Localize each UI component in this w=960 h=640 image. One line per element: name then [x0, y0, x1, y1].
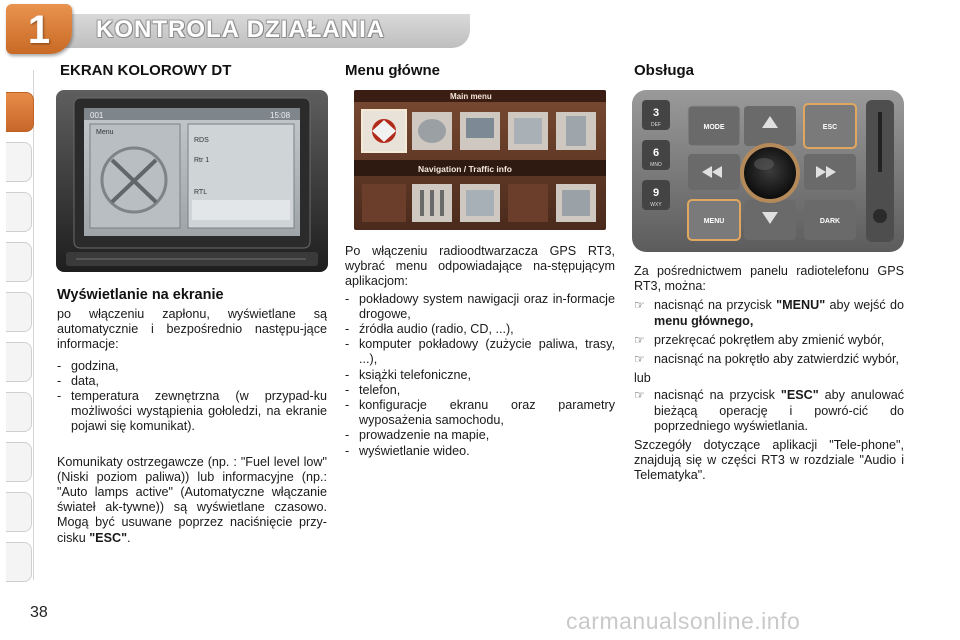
control-panel-image [632, 90, 904, 252]
svg-text:Main menu: Main menu [450, 92, 492, 101]
list-item: - komputer pokładowy (zużycie paliwa, trasy, ...), [345, 337, 615, 367]
list-item: - konfiguracje ekranu oraz parametry wyposażenia samochodu, [345, 398, 615, 428]
watermark: carmanualsonline.info [566, 608, 801, 634]
col2-intro: Po włączeniu radioodtwarzacza GPS RT3, wybrać menu odpowiadające na-stępującym aplikacjom: [345, 244, 615, 289]
list-item: - data, [57, 373, 100, 388]
list-item: ☞ nacisnąć na przycisk "MENU" aby wejść do menu głównego, [634, 298, 904, 328]
col1-subheading: Wyświetlanie na ekranie [57, 287, 224, 303]
svg-text:MODE: MODE [703, 124, 725, 131]
svg-text:MENU: MENU [703, 218, 725, 225]
col3-paragraph-details: Szczegóły dotyczące aplikacji "Tele-phone", znajdują się w części RT3 w rozdziale "Audio i Telematyka". [634, 438, 904, 483]
svg-text:001: 001 [90, 111, 104, 120]
list-item: - pokładowy system nawigacji oraz in-formacje drogowe, [345, 291, 615, 321]
chapter-side-tabs [0, 70, 34, 580]
svg-text:Rtr 1: Rtr 1 [194, 157, 210, 164]
svg-text:6: 6 [652, 147, 660, 159]
col3-steps-list-2 [634, 388, 904, 434]
svg-text:RTL: RTL [194, 189, 208, 196]
col1-body [57, 307, 327, 552]
list-item: - temperatura zewnętrzna (w przypad-ku możliwości wystąpienia gołoledzi, na ekranie pojawi się komunikat). [57, 389, 327, 434]
list-item: ☞ przekręcać pokrętłem aby zmienić wybór, [634, 332, 885, 347]
svg-text:MNO: MNO [650, 162, 662, 168]
color-screen-image [56, 90, 328, 272]
main-menu-image [354, 90, 606, 230]
pointing-hand-icon: ☞ [634, 388, 645, 403]
col3-heading: Obsługa [634, 62, 695, 79]
display-screen-icon [56, 90, 328, 272]
list-item: - prowadzenie na mapie, [345, 428, 490, 443]
side-tab-1-active[interactable] [6, 92, 34, 132]
svg-text:RDS: RDS [194, 137, 209, 144]
svg-text:15:08: 15:08 [270, 111, 291, 120]
svg-text:Navigation / Traffic info: Navigation / Traffic info [418, 164, 512, 174]
col2-body [345, 244, 615, 459]
svg-text:3: 3 [652, 107, 660, 119]
side-tab-9[interactable] [6, 492, 32, 532]
col2-heading: Menu główne [345, 62, 440, 79]
side-tab-7[interactable] [6, 392, 32, 432]
chapter-number: 1 [27, 8, 51, 52]
svg-text:DARK: DARK [819, 218, 841, 225]
svg-text:Menu: Menu [96, 129, 114, 136]
page-header [0, 0, 960, 62]
list-item: - wyświetlanie wideo. [345, 443, 470, 458]
list-item: - godzina, [57, 358, 119, 373]
svg-text:WXY: WXY [650, 202, 662, 208]
col3-body [634, 264, 904, 490]
side-tab-2[interactable] [6, 142, 32, 182]
side-tab-5[interactable] [6, 292, 32, 332]
side-tab-3[interactable] [6, 192, 32, 232]
col3-steps-list [634, 298, 904, 367]
chapter-title: KONTROLA DZIAŁANIA [96, 16, 386, 43]
svg-text:DEF: DEF [651, 122, 661, 128]
pointing-hand-icon: ☞ [634, 298, 645, 313]
col1-list [57, 359, 327, 435]
list-item: ☞ nacisnąć na przycisk "ESC" aby anulować bieżącą operację i powró-cić do poprzedniego wyświetlania. [634, 388, 904, 433]
list-item: - źródła audio (radio, CD, ...), [345, 322, 514, 337]
svg-text:ESC: ESC [822, 124, 838, 131]
list-item: - telefon, [345, 382, 401, 397]
list-item: ☞ nacisnąć na pokrętło aby zatwierdzić wybór, [634, 352, 899, 367]
side-tab-6[interactable] [6, 342, 32, 382]
page-number: 38 [30, 604, 48, 621]
col3-or: lub [634, 371, 651, 386]
col1-heading: EKRAN KOLOROWY DT [60, 62, 232, 79]
col2-list [345, 292, 615, 459]
radio-control-panel-icon [632, 90, 904, 252]
col1-paragraph-warnings: Komunikaty ostrzegawcze (np. : "Fuel level low" (Niski poziom paliwa)) lub informacyjne (np.: "Auto lamps active" (Automatyczne włączanie świateł ak-tywne)) są wyświetlane czasowo. Mogą być usuwane poprzez naciśnięcie przy-cisku "ESC". [57, 454, 327, 545]
svg-text:9: 9 [652, 187, 660, 199]
col1-intro: po włączeniu zapłonu, wyświetlane są automatycznie i bezpośrednio następu-jące informacje: [57, 307, 327, 352]
list-item: - książki telefoniczne, [345, 367, 471, 382]
col3-intro: Za pośrednictwem panelu radiotelefonu GPS RT3, można: [634, 264, 904, 294]
pointing-hand-icon: ☞ [634, 332, 645, 347]
side-tab-4[interactable] [6, 242, 32, 282]
side-tab-8[interactable] [6, 442, 32, 482]
main-menu-screen-icon [354, 90, 606, 230]
pointing-hand-icon: ☞ [634, 352, 645, 367]
side-tab-10[interactable] [6, 542, 32, 582]
